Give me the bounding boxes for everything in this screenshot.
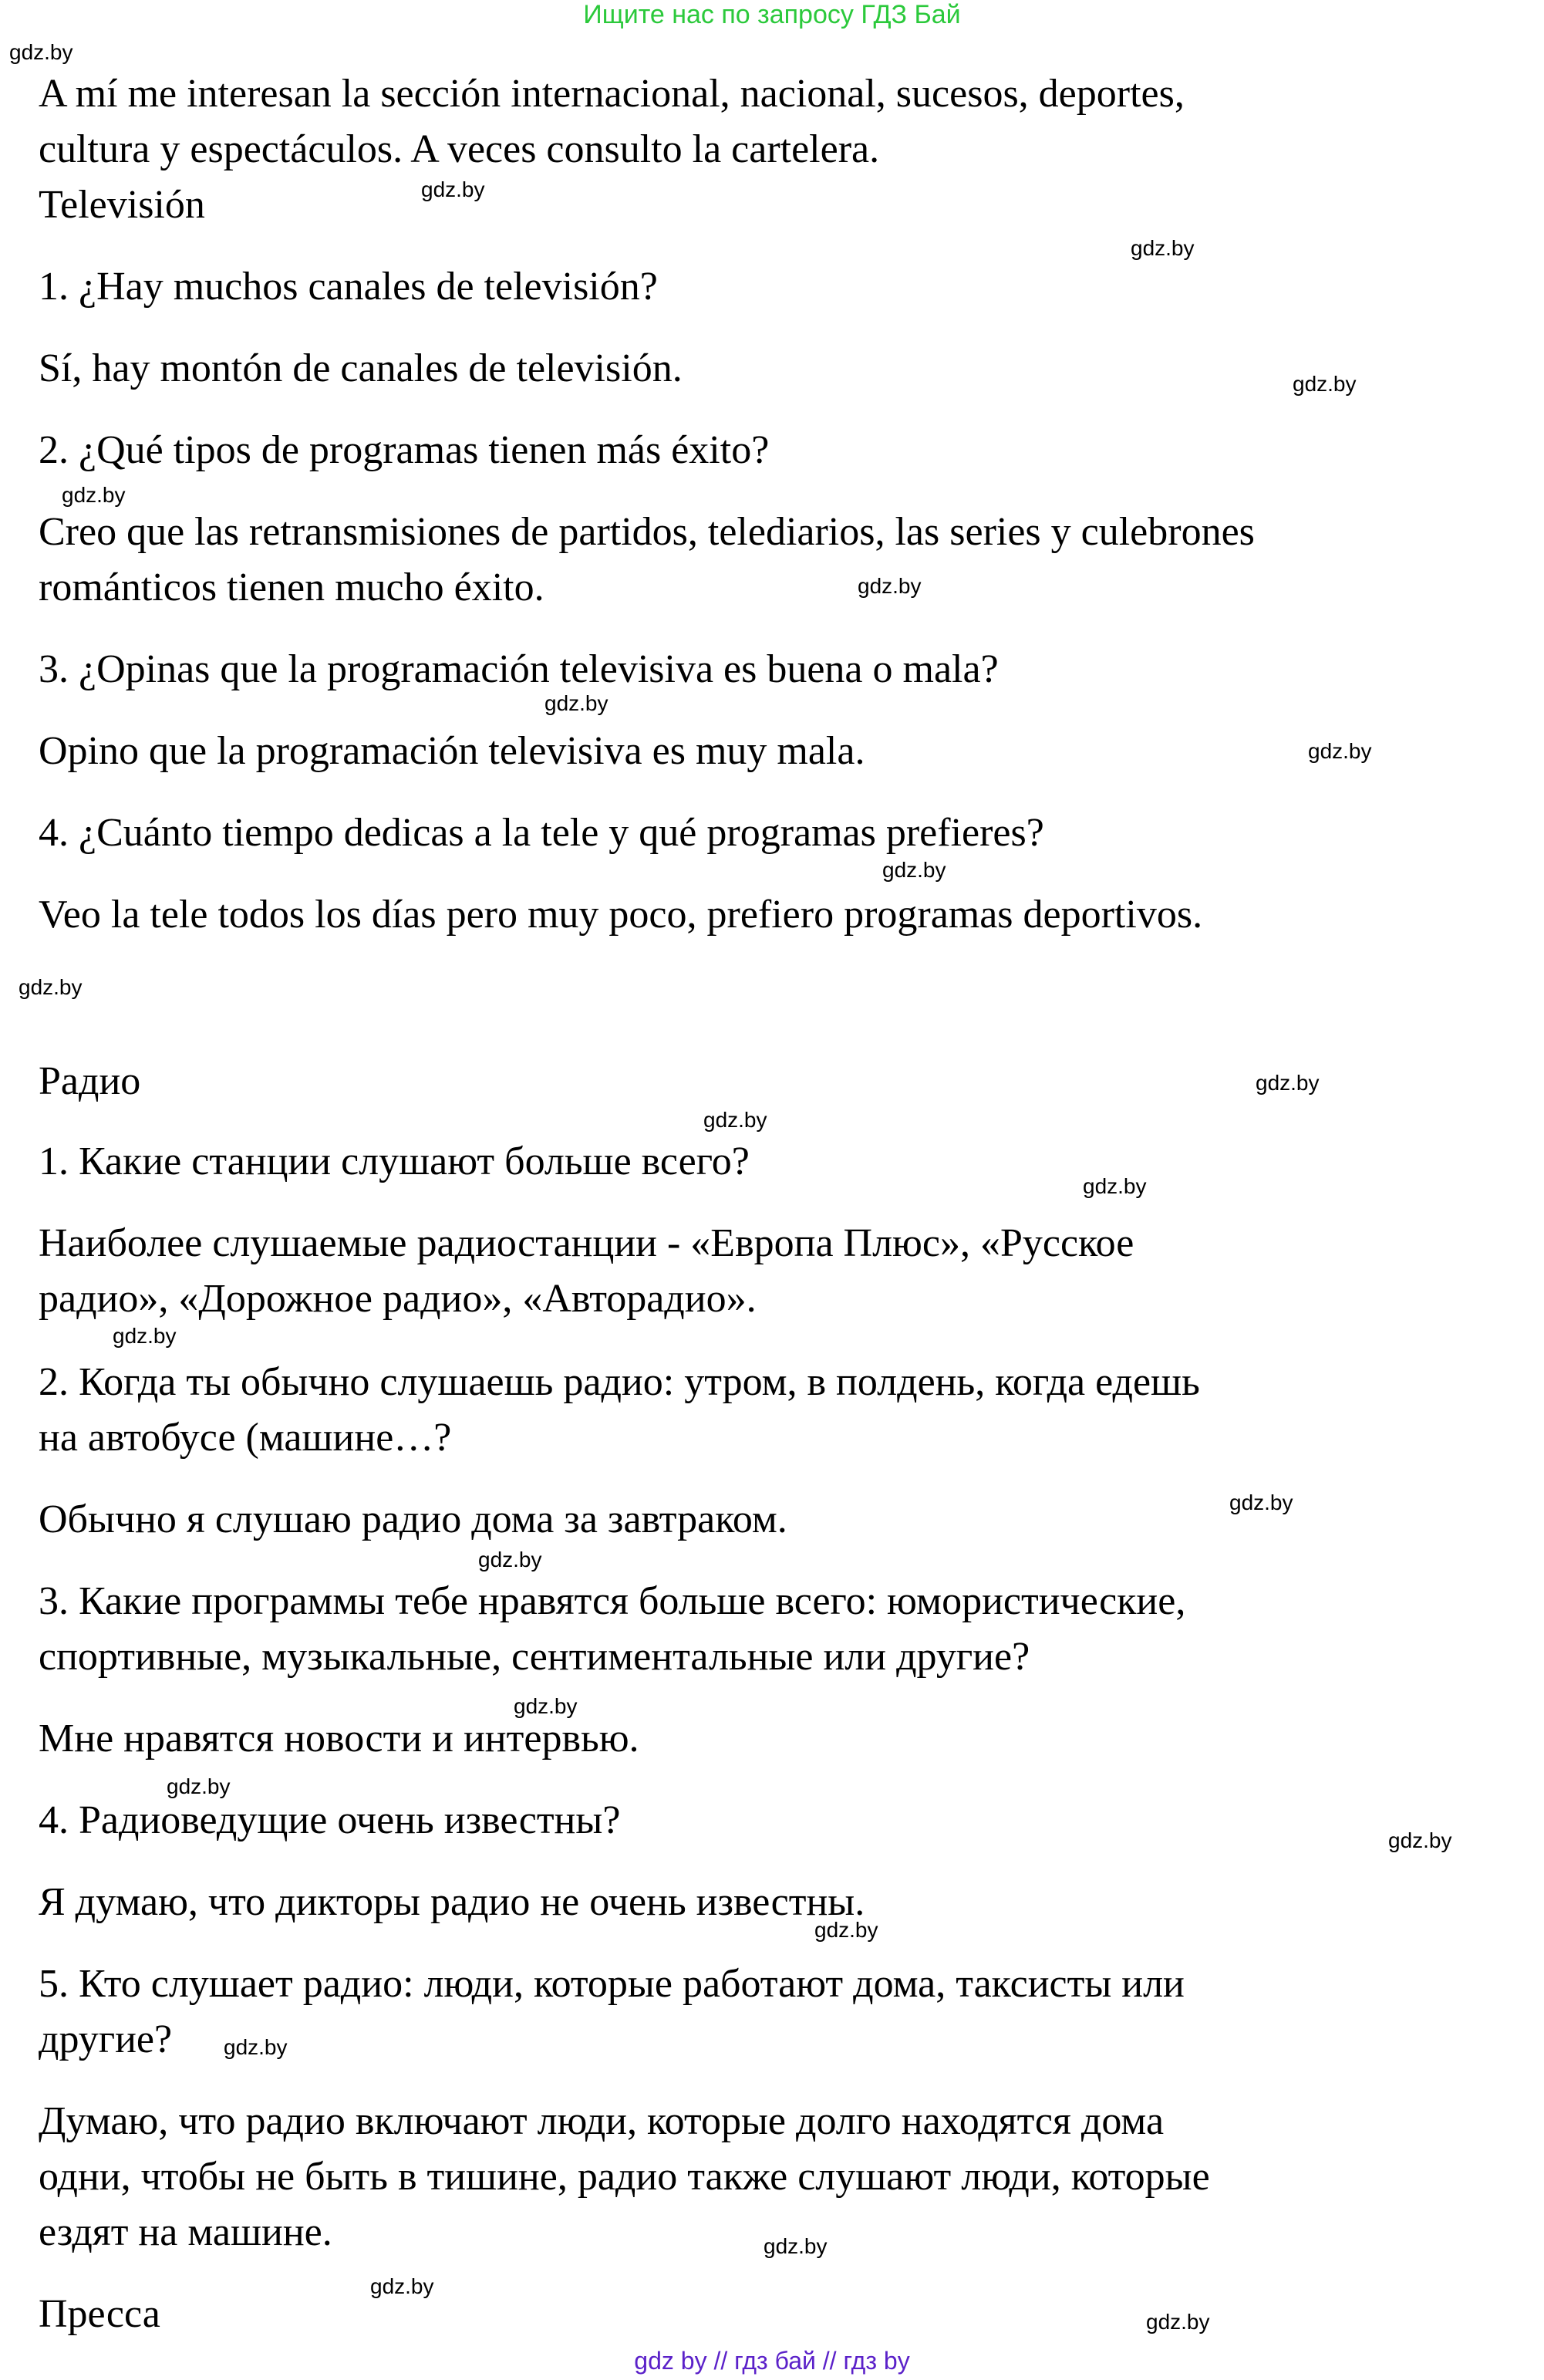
- answer-line: Veo la tele todos los días pero muy poco, prefiero programas deportivos.: [39, 893, 1203, 937]
- section-heading-press: Пресса: [39, 2292, 160, 2336]
- watermark: gdz.by: [1388, 1828, 1452, 1852]
- watermark: gdz.by: [882, 858, 946, 882]
- answer-line: Думаю, что радио включают люди, которые долго находятся дома: [39, 2099, 1165, 2143]
- header-banner[interactable]: Ищите нас по запросу ГДЗ Бай: [583, 0, 961, 29]
- watermark: gdz.by: [814, 1918, 878, 1942]
- question-line: 1. ¿Hay muchos canales de televisión?: [39, 265, 658, 309]
- question-line: 2. Когда ты обычно слушаешь радио: утром, в полдень, когда едешь: [39, 1360, 1200, 1404]
- question-line: 2. ¿Qué tipos de programas tienen más éxito?: [39, 428, 770, 472]
- watermark: gdz.by: [19, 975, 83, 999]
- watermark: gdz.by: [544, 691, 608, 715]
- question-line: 4. Радиоведущие очень известны?: [39, 1798, 621, 1842]
- watermark: gdz.by: [764, 2234, 828, 2258]
- question-line: 3. Какие программы тебе нравятся больше всего: юмористические,: [39, 1579, 1186, 1623]
- watermark: gdz.by: [478, 1548, 542, 1571]
- watermark: gdz.by: [1229, 1490, 1293, 1514]
- question-line: 5. Кто слушает радио: люди, которые работают дома, таксисты или: [39, 1962, 1185, 2006]
- answer-line: радио», «Дорожное радио», «Авторадио».: [39, 1277, 757, 1321]
- watermark: gdz.by: [1293, 372, 1357, 396]
- watermark: gdz.by: [703, 1108, 767, 1132]
- watermark: gdz.by: [1256, 1071, 1320, 1095]
- watermark: gdz.by: [1146, 2310, 1210, 2334]
- watermark: gdz.by: [1083, 1174, 1147, 1198]
- answer-line: Opino que la programación televisiva es muy mala.: [39, 729, 865, 773]
- answer-line: одни, чтобы не быть в тишине, радио также слушают люди, которые: [39, 2155, 1210, 2199]
- watermark: gdz.by: [224, 2035, 288, 2059]
- footer-links[interactable]: gdz by // гдз бай // гдз by: [634, 2347, 910, 2375]
- answer-line: Я думаю, что дикторы радио не очень известны.: [39, 1880, 865, 1924]
- answer-line: Наиболее слушаемые радиостанции - «Европа Плюс», «Русское: [39, 1221, 1134, 1265]
- answer-line: románticos tienen mucho éxito.: [39, 565, 544, 609]
- answer-line: Мне нравятся новости и интервью.: [39, 1717, 639, 1761]
- answer-line: Creo que las retransmisiones de partidos, telediarios, las series y culebrones: [39, 510, 1255, 554]
- watermark: gdz.by: [9, 40, 73, 64]
- answer-line: Sí, hay montón de canales de televisión.: [39, 346, 683, 390]
- watermark: gdz.by: [1131, 236, 1195, 260]
- question-line: другие?: [39, 2017, 173, 2061]
- watermark: gdz.by: [514, 1694, 578, 1718]
- answer-line: Обычно я слушаю радио дома за завтраком.: [39, 1497, 787, 1541]
- watermark: gdz.by: [421, 177, 485, 201]
- question-line: 4. ¿Cuánto tiempo dedicas a la tele y qué programas prefieres?: [39, 811, 1044, 855]
- section-heading-radio: Радио: [39, 1059, 141, 1103]
- intro-line: cultura y espectáculos. A veces consulto la cartelera.: [39, 127, 880, 171]
- question-line: на автобусе (машине…?: [39, 1416, 452, 1460]
- watermark: gdz.by: [370, 2274, 434, 2298]
- watermark: gdz.by: [113, 1324, 177, 1348]
- section-heading-television: Televisión: [39, 183, 205, 227]
- question-line: 3. ¿Opinas que la programación televisiva es buena o mala?: [39, 647, 999, 691]
- watermark: gdz.by: [167, 1774, 231, 1798]
- question-line: 1. Какие станции слушают больше всего?: [39, 1139, 750, 1183]
- intro-line: A mí me interesan la sección internacional, nacional, sucesos, deportes,: [39, 72, 1185, 116]
- watermark: gdz.by: [858, 574, 922, 598]
- watermark: gdz.by: [1308, 739, 1372, 763]
- watermark: gdz.by: [62, 483, 126, 507]
- answer-line: ездят на машине.: [39, 2210, 332, 2254]
- question-line: спортивные, музыкальные, сентиментальные или другие?: [39, 1635, 1030, 1679]
